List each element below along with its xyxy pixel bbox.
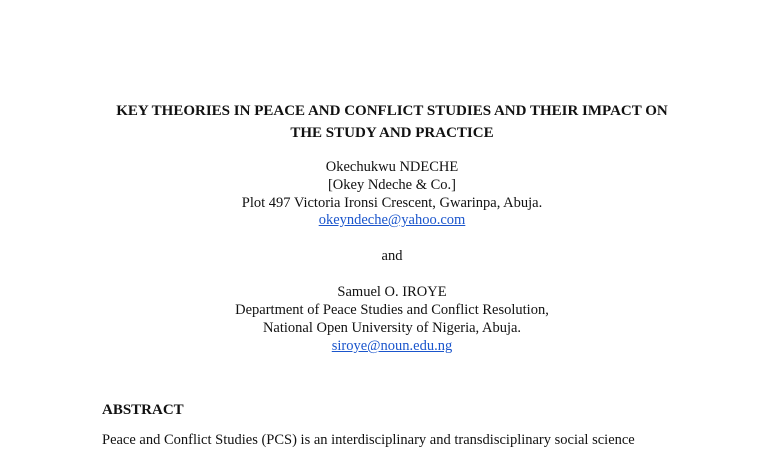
author2-institution: National Open University of Nigeria, Abuja. — [262, 320, 522, 336]
author2-email-row — [60, 337, 724, 355]
abstract-text-first-line: Peace and Conflict Studies (PCS) is an interdisciplinary and transdisciplinary social science — [102, 432, 635, 448]
paper-title-line-2: THE STUDY AND PRACTICE — [290, 125, 494, 141]
abstract-heading: ABSTRACT — [102, 402, 184, 418]
author-conjunction: and — [381, 248, 403, 264]
paper-title-line-1: KEY THEORIES IN PEACE AND CONFLICT STUDIES AND THEIR IMPACT ON — [116, 103, 668, 119]
author2-department: Department of Peace Studies and Conflict Resolution, — [235, 302, 549, 318]
author1-name: Okechukwu NDECHE — [325, 159, 459, 175]
author1-address: Plot 497 Victoria Ironsi Crescent, Gwarinpa, Abuja. — [241, 195, 543, 211]
author1-email-link[interactable]: okeyndeche@yahoo.com — [318, 212, 466, 228]
author2-name: Samuel O. IROYE — [337, 284, 447, 300]
author2-email-link[interactable]: siroye@noun.edu.ng — [331, 338, 453, 354]
author1-email-row — [60, 211, 724, 229]
author1-affiliation: [Okey Ndeche & Co.] — [327, 177, 457, 193]
